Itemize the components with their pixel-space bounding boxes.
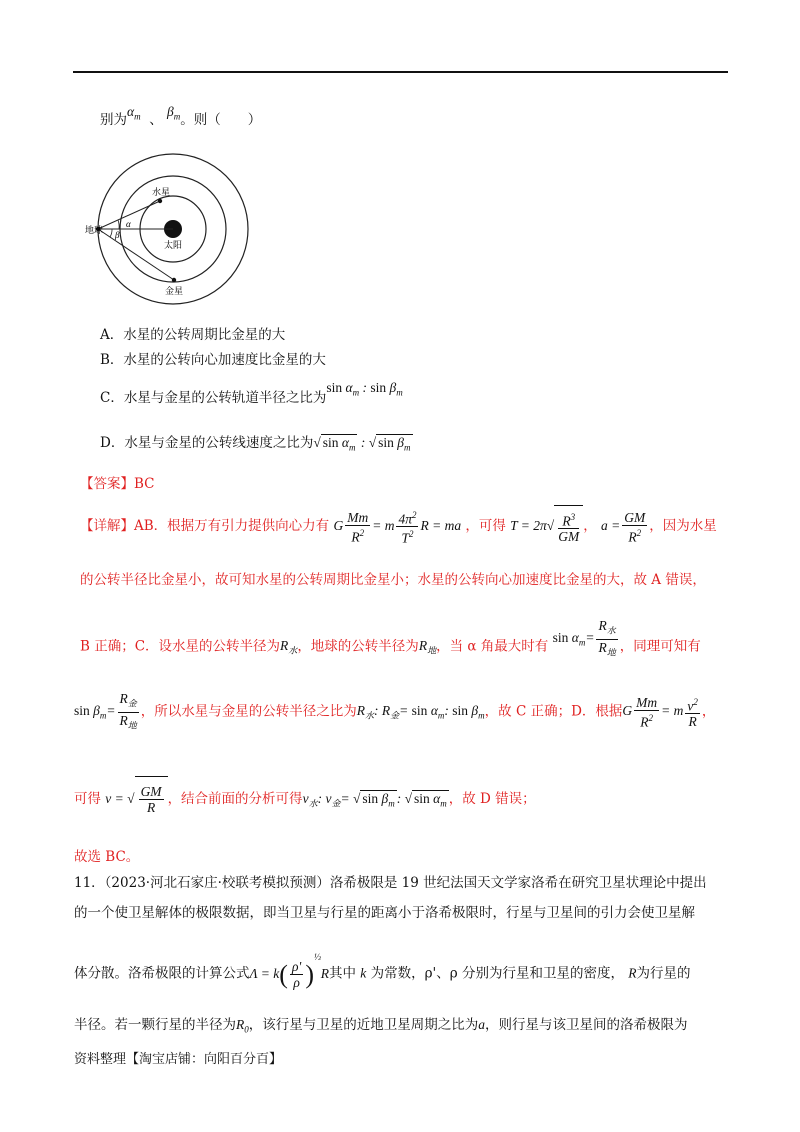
mercury-dot	[158, 199, 162, 203]
v-ratio: $v_水$: $v_金=$ √ $\sin \beta_m$ : √ $\sin \alpha_m$	[302, 791, 447, 809]
q11-line-4: 半径。若一颗行星的半径为$R_0$，该行星与卫星的近地卫星周期之比为a，则行星与该卫星间的洛希极限为	[74, 1017, 688, 1035]
alpha-arc	[118, 220, 119, 229]
alpha-m: $\alpha_m$	[127, 104, 141, 122]
option-b: B．水星的公转向心加速度比金星的大	[100, 352, 326, 368]
roche-formula: Λ = k( $\frac{\rho'}{\rho}$ )$^{\frac{1}{3}}$R	[249, 952, 329, 990]
gravitation-formula: G $\frac{Mm}{R^2}$ = m $\frac{4\pi^2}{T^2}$ R = ma	[333, 509, 462, 546]
alpha-label: α	[126, 219, 131, 229]
detail-line-2: 的公转半径比金星小，故可知水星的公转周期比金星小；水星的公转向心加速度比金星的大，故 A 错误，	[80, 572, 706, 588]
sin-alpha-formula: $\sin \alpha_m=$ $\frac{R_水}{R_地}$	[552, 618, 616, 658]
velocity-equation: G $\frac{Mm}{R^2}$ = m $\frac{v^2}{R}$	[622, 694, 698, 730]
option-c-formula: $\sin \alpha_m$ : $\sin \beta_m$	[326, 380, 403, 398]
option-a: A．水星的公转周期比金星的大	[100, 327, 286, 343]
answer-label: 【答案】	[80, 476, 134, 492]
detail-line-3: B 正确；C．设水星的公转半径为$R_水$，地球的公转半径为$R_地$，当 α 角最大时有 $\sin \alpha_m=$ $\frac{R_水}{R_地}$ ，同理可知有	[80, 618, 701, 658]
r-mercury: $R_水$	[280, 638, 298, 656]
sin-beta-formula: $\sin \beta_m=$ $\frac{R_金}{R_地}$	[74, 691, 137, 731]
detail-label: 【详解】	[80, 518, 134, 534]
sun-label: 太阳	[164, 241, 183, 251]
r0-symbol: $R_0$	[236, 1017, 249, 1035]
option-d-formula: √ $\sin \alpha_m$ : √ $\sin \beta_m$	[313, 435, 411, 453]
detail-line-4: $\sin \beta_m=$ $\frac{R_金}{R_地}$ ，所以水星与金星的公转半径之比为$R_水$: $R_金= \sin \alpha_m$: $\sin \beta_m$，故 C 正确；D．根据G $\frac{Mm}{R^2}$ = m $\frac{v^2}{R}$ ，	[74, 691, 716, 731]
r-symbol: R	[628, 965, 637, 981]
detail-line-6: 故选 BC。	[74, 849, 140, 865]
intro-sep: 、	[149, 112, 163, 128]
answer-line	[80, 472, 155, 492]
earth-label: 地球	[85, 226, 104, 236]
beta-m: $\beta_m$	[166, 104, 181, 122]
orbit-diagram	[85, 150, 295, 310]
option-d: D．水星与金星的公转线速度之比为√ $\sin \alpha_m$ : √ $\sin \beta_m$	[100, 435, 411, 453]
detail-line-1: 【详解】AB．根据万有引力提供向心力有 G $\frac{Mm}{R^2}$ = m $\frac{4\pi^2}{T^2}$ R = ma ，可得 T = 2π√ $\frac{R^3}{GM}$ ， a = $\frac{GM}{R^2}$ ，因为水星	[80, 505, 717, 545]
radius-ratio: $R_水$: $R_金= \sin \alpha_m$: $\sin \beta_m$	[356, 703, 485, 721]
detail-line-5: 可得 v = √ $\frac{GM}{R}$ ，结合前面的分析可得$v_水$: $v_金=$ √ $\sin \beta_m$ : √ $\sin \alpha_m$ ，故 D 错误；	[74, 776, 536, 820]
header-rule	[73, 71, 728, 73]
beta-arc	[110, 229, 112, 237]
r-earth: $R_地$	[418, 638, 437, 656]
venus-dot	[172, 278, 176, 282]
q11-line-3: 体分散。洛希极限的计算公式Λ = k( $\frac{\rho'}{\rho}$ )$^{\frac{1}{3}}$R其中 k 为常数，ρ'、ρ 分别为行星和卫星的密度， R为行星的	[74, 952, 691, 990]
earth-venus-line	[98, 229, 174, 280]
answer-value: BC	[134, 476, 155, 492]
footer-text: 资料整理【淘宝店铺：向阳百分百】	[74, 1052, 283, 1067]
k-symbol: k	[360, 965, 367, 981]
period-formula: T = 2π√ $\frac{R^3}{GM}$	[510, 518, 583, 533]
intro-line	[100, 104, 262, 130]
q11-line-1: 11．（2023·河北石家庄·校联考模拟预测）洛希极限是 19 世纪法国天文学家洛希在研究卫星状理论中提出	[74, 875, 707, 891]
mercury-label: 水星	[152, 188, 171, 198]
q11-line-2: 的一个使卫星解体的极限数据，即当卫星与行星的距离小于洛希极限时，行星与卫星间的引力会使卫星解	[74, 905, 695, 921]
intro-suffix: 。则（ ）	[180, 112, 262, 128]
v-formula: v = √ $\frac{GM}{R}$	[105, 791, 167, 806]
venus-label: 金星	[165, 287, 184, 297]
option-c: C．水星与金星的公转轨道半径之比为$\sin \alpha_m$ : $\sin \beta_m$	[100, 380, 403, 406]
intro-prefix: 别为	[100, 112, 127, 128]
a-symbol: a	[478, 1017, 485, 1032]
beta-label: β	[115, 230, 120, 240]
accel-formula: a = $\frac{GM}{R^2}$	[601, 509, 646, 545]
